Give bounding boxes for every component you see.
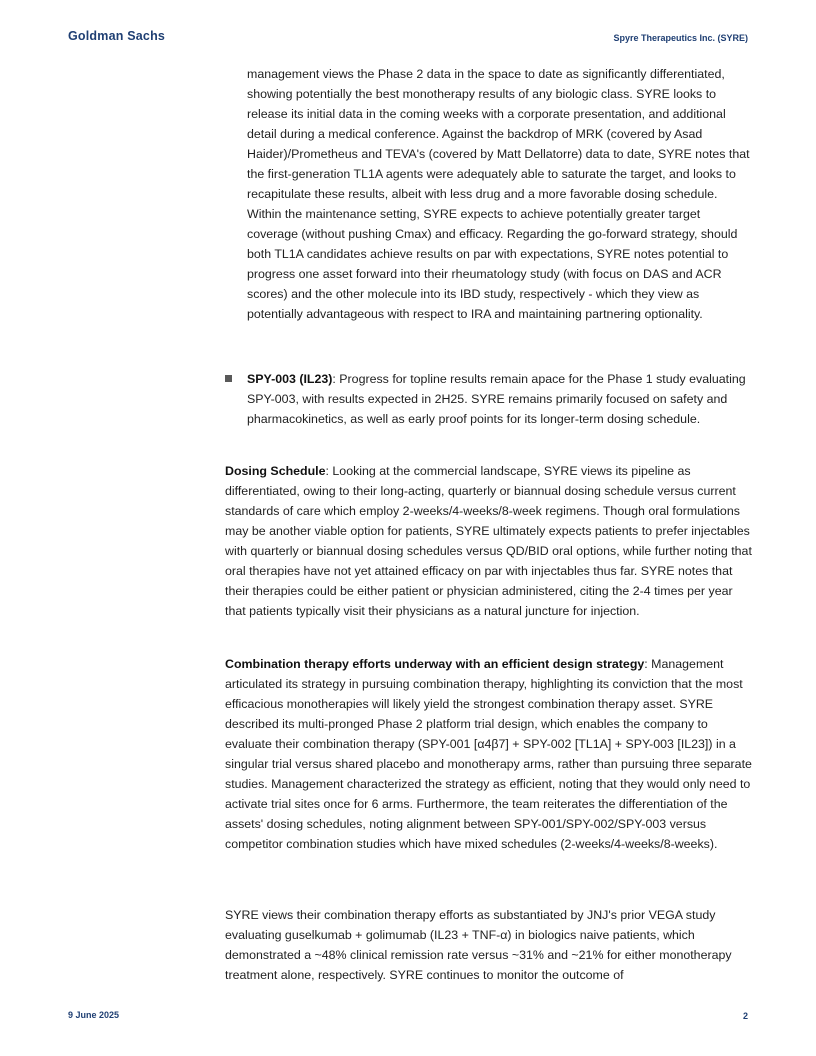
combination-therapy-text: : Management articulated its strategy in pursuing combination therapy, highlighting its conviction that the most efficacious monotherapies will likely yield the strongest combination therapy asset. SYRE described its multi-pronged Phase 2 platform trial design, which enables the company to evaluate their combination therapy (SPY-001 [α4β7] + SPY-002 [TL1A] + SPY-003 [IL23]) in a singular trial versus shared placebo and monotherapy arms, rather than pursuing three separate studies. Management characterized the strategy as efficient, noting that they would only need to activate trial sites once for 6 arms. Furthermore, the team reiterates the differentiation of the assets' dosing schedules, noting alignment between SPY-001/SPY-002/SPY-003 versus competitor combination studies which have mixed schedules (2-weeks/4-weeks/8-weeks). [225,657,752,851]
dosing-schedule-paragraph [225,461,752,621]
dosing-schedule-text: : Looking at the commercial landscape, SYRE views its pipeline as differentiated, owing to their long-acting, quarterly or biannual dosing schedule versus current standards of care which employ 2-weeks/4-weeks/8-week regimens. Though oral formulations may be another viable option for patients, SYRE ultimately expects patients to prefer injectables with quarterly or biannual dosing schedules versus QD/BID oral options, while further noting that oral therapies have not yet attained efficacy on par with injectables thus far. SYRE notes that their therapies could be either patient or physician administered, citing the 2-4 times per year that patients typically visit their physicians as a natural juncture for injection. [225,464,752,618]
combination-therapy-paragraph [225,654,752,854]
header-brand: Goldman Sachs [68,29,166,43]
bullet-title: SPY-003 (IL23) [247,372,333,386]
footer-page-number: 2 [742,1011,748,1021]
vega-study-paragraph: SYRE views their combination therapy efforts as substantiated by JNJ's prior VEGA study evaluating guselkumab + golimumab (IL23 + TNF-α) in biologics naive patients, which demonstrated a ~48% clinical remission rate versus ~31% and ~21% for either monotherapy treatment alone, respectively. SYRE continues to monitor the outcome of [225,908,732,982]
bullet-text: : Progress for topline results remain apace for the Phase 1 study evaluating SPY-003, with results expected in 2H25. SYRE remains primarily focused on safety and pharmacokinetics, as well as early proof points for its longer-term dosing schedule. [247,372,746,426]
dosing-schedule-title: Dosing Schedule [225,464,326,478]
bullet-square-icon [225,375,232,382]
bullet-item-spy-003 [247,369,752,429]
footer-date: 9 June 2025 [68,1010,120,1020]
header-company-name: Spyre Therapeutics Inc. (SYRE) [613,33,748,43]
combination-therapy-title: Combination therapy efforts underway with an efficient design strategy [225,657,645,671]
continued-paragraph: management views the Phase 2 data in the space to date as significantly differentiated, showing potentially the best monotherapy results of any biologic class. SYRE looks to release its initial data in the coming weeks with a corporate presentation, and additional detail during a medical conference. Against the backdrop of MRK (covered by Asad Haider)/Prometheus and TEVA's (covered by Matt Dellatorre) data to date, SYRE notes that the first-generation TL1A agents were adequately able to saturate the target, and looks to recapitulate these results, albeit with less drug and a more favorable dosing schedule. Within the maintenance setting, SYRE expects to achieve potentially greater target coverage (without pushing Cmax) and efficacy. Regarding the go-forward strategy, should both TL1A candidates achieve results on par with expectations, SYRE notes potential to progress one asset forward into their rheumatology study (with focus on DAS and ACR scores) and the other molecule into its IBD study, respectively - which they view as potentially advantageous with respect to IRA and maintaining partnering optionality. [247,67,750,321]
